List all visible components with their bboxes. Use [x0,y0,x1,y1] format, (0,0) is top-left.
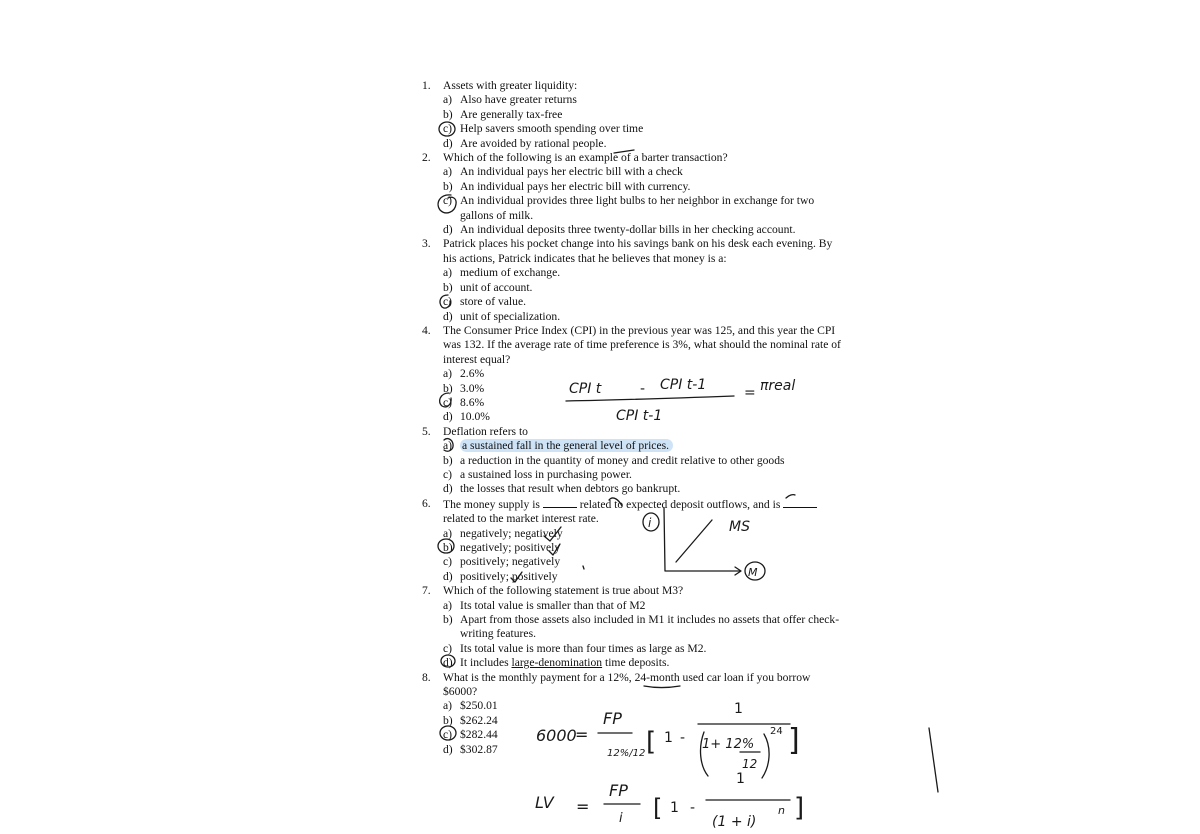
option-3c [422,295,842,309]
formula-bracket-close: ] [788,723,800,758]
option-letter: b) [443,107,453,121]
question-text: Deflation refers to [443,424,528,438]
option-7b [422,613,842,642]
option-6b [422,541,842,555]
formula-i-denominator: i [619,811,623,826]
exam-document [422,79,842,757]
formula-minus: - [680,730,686,746]
formula-bracket-close-2: ] [794,793,805,823]
option-text: Help savers smooth spending over time [460,122,644,136]
option-letter: c) [443,122,453,136]
option-2c [422,194,842,223]
formula-minus: - [640,381,646,397]
option-letter: c) [443,641,453,655]
option-7a [422,599,842,613]
option-6d [422,570,842,584]
question-6 [422,497,842,527]
answer-blank [543,497,577,508]
option-text: a sustained loss in purchasing power. [460,467,632,481]
formula-one-plus-rate: 1+ 12% [702,737,755,752]
option-8b [422,714,842,728]
option-text: An individual pays her electric bill with currency. [460,179,691,193]
question-text: The Consumer Price Index (CPI) in the previous year was 125, and this year the CPI was 132. If the average rate of time preference is 3%, what should the nominal rate of interest equal? [443,323,841,366]
option-text: $262.24 [460,713,498,727]
option-text: medium of exchange. [460,266,561,280]
option-5b [422,454,842,468]
question-7 [422,584,842,598]
option-letter: d) [443,569,453,583]
formula-cpi-t1: CPI t-1 [660,377,707,393]
formula-cpi-t1-denominator: CPI t-1 [616,408,663,424]
option-text: unit of specialization. [460,309,561,323]
option-text: store of value. [460,295,526,309]
option-letter: c) [443,467,453,481]
option-text: 2.6% [460,367,485,381]
option-letter: b) [443,179,453,193]
option-letter: c) [443,555,453,569]
underlined-text: large-denomination [511,656,603,670]
formula-bracket-open: [ [646,727,657,757]
stray-pen-stroke [929,728,938,792]
question-number: 2. [422,151,431,165]
option-letter: d) [443,410,453,424]
option-letter: d) [443,742,453,756]
option-letter: d) [443,136,453,150]
option-text: positively; negatively [460,555,561,569]
option-text: positively; positively [460,569,558,583]
option-8a [422,699,842,713]
formula-twelve: 12 [742,757,758,771]
formula-equals: = [744,385,756,401]
option-8c [422,728,842,742]
option-text: Apart from those assets also included in M1 it includes no assets that offer check-writing features. [460,613,840,641]
option-letter: d) [443,656,453,670]
option-text: 8.6% [460,395,485,409]
option-3b [422,281,842,295]
question-text: Assets with greater liquidity: [443,79,578,92]
option-text: An individual pays her electric bill with a check [460,165,683,179]
graph-label-m: M [748,566,758,579]
question-2 [422,151,842,165]
formula-exponent: 24 [770,726,783,737]
option-text: $302.87 [460,742,498,756]
question-number: 4. [422,323,431,337]
question-text-part: related to expected deposit outflows, and is [579,497,781,511]
question-text: Patrick places his pocket change into his savings bank on his desk each evening. By his actions, Patrick indicates that he believes that money is a: [443,237,833,265]
formula-pv-equals: = [575,725,589,744]
formula-pi-real: πreal [760,378,796,394]
option-text: Are generally tax-free [460,107,563,121]
question-number: 7. [422,584,431,598]
option-1d [422,137,842,151]
formula-fp: FP [603,709,622,728]
option-2b [422,180,842,194]
option-text: $282.44 [460,728,498,742]
question-text-part: The money supply is [443,497,540,511]
option-4a [422,367,842,381]
option-text: negatively; negatively [460,526,563,540]
option-6a [422,527,842,541]
option-letter: a) [443,526,453,540]
option-3d [422,310,842,324]
question-text: What is the monthly payment for a 12%, 24-month used car loan if you borrow $6000? [443,670,811,699]
question-text: Which of the following statement is true about M3? [443,584,684,598]
option-3a [422,266,842,280]
option-letter: c) [443,295,453,309]
option-5a [422,439,842,453]
question-4 [422,324,842,367]
question-number: 1. [422,79,431,92]
option-text: Are avoided by rational people. [460,136,607,150]
option-text: Its total value is smaller than that of M2 [460,598,646,612]
option-letter: d) [443,482,453,496]
option-letter: b) [443,713,453,727]
option-5c [422,468,842,482]
option-text-part: time deposits. [602,656,670,670]
option-1c [422,122,842,136]
option-5d [422,482,842,496]
formula-one: 1 [664,730,673,746]
option-letter: c) [443,194,453,208]
formula-fp-2: FP [609,781,628,800]
highlighted-option-text: a sustained fall in the general level of prices. [460,439,673,452]
option-letter: c) [443,395,453,409]
option-2d [422,223,842,237]
formula-cpi-t: CPI t [569,381,602,397]
option-7c [422,642,842,656]
option-letter: a) [443,165,453,179]
option-4d [422,410,842,424]
option-letter: b) [443,381,453,395]
option-4c [422,396,842,410]
option-letter: d) [443,223,453,237]
option-text: $250.01 [460,699,498,713]
option-letter: a) [443,266,453,280]
option-6c [422,555,842,569]
option-text: Also have greater returns [460,93,577,107]
formula-one-plus-i: (1 + i) [712,814,757,830]
question-number: 3. [422,237,431,251]
question-text [443,497,842,527]
option-text: a reduction in the quantity of money and credit relative to other goods [460,453,785,467]
formula-one-over-2: 1 [736,771,745,787]
option-letter: b) [443,541,453,554]
graph-label-ms: MS [729,519,750,535]
option-letter: b) [443,280,453,294]
option-1b [422,108,842,122]
question-number: 5. [422,424,431,438]
question-text-part: related to the market interest rate. [443,512,599,526]
formula-minus-3: - [690,800,696,816]
option-letter: b) [443,453,453,467]
graph-label-i: i [648,516,652,530]
option-1a [422,93,842,107]
option-text: unit of account. [460,280,533,294]
formula-bracket-open-2: [ [653,794,663,822]
option-text: the losses that result when debtors go bankrupt. [460,482,681,496]
option-text: An individual provides three light bulbs to her neighbor in exchange for two gallons of milk. [460,194,815,222]
question-text: Which of the following is an example of a barter transaction? [443,151,728,165]
question-5 [422,425,842,439]
option-text: Its total value is more than four times as large as M2. [460,641,707,655]
formula-one-over: 1 [734,701,743,717]
option-text: An individual deposits three twenty-dollar bills in her checking account. [460,223,796,237]
option-4b [422,382,842,396]
question-number: 8. [422,670,431,684]
option-letter: c) [443,728,453,742]
option-text: 3.0% [460,381,485,395]
question-number: 6. [422,496,431,510]
question-3 [422,237,842,266]
option-letter: b) [443,613,453,627]
answer-blank [783,497,817,508]
option-text-part: It includes [460,656,512,670]
formula-rate-fraction: 12%/12 [607,748,646,759]
formula-lv: LV [535,793,554,812]
option-7d [422,656,842,670]
option-text: negatively; positively [460,541,561,554]
option-2a [422,165,842,179]
formula-one-2: 1 [670,800,679,816]
option-letter: a) [443,598,453,612]
option-8d [422,743,842,757]
option-letter: a) [443,367,453,381]
question-8 [422,671,842,700]
formula-pv: 6000 [536,726,577,745]
option-letter: a) [443,439,453,453]
formula-lv-equals: = [576,797,590,816]
option-letter: a) [443,699,453,713]
question-1 [422,79,842,93]
option-letter: d) [443,309,453,323]
option-text: 10.0% [460,410,490,424]
option-letter: a) [443,93,453,107]
formula-n-exponent: n [778,804,785,817]
